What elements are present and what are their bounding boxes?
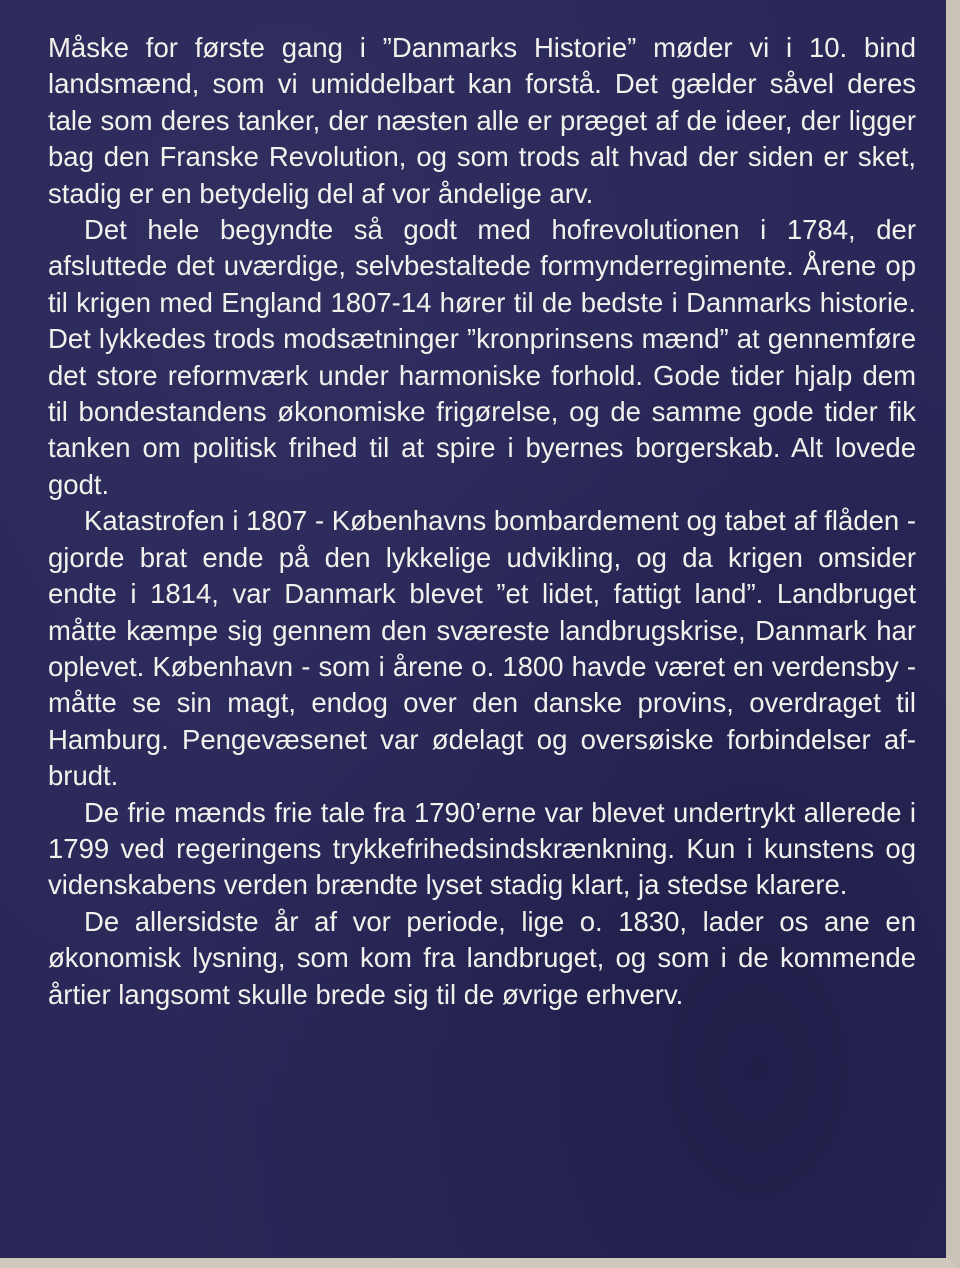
- blurb-paragraph-3: Katastrofen i 1807 - Københavns bombardement og tabet af flåden - gjorde brat ende på den lykkelige udvikling, og da krigen omsider endte i 1814, var Danmark blevet ”et lidet, fattigt land”. Landbruget måtte kæmpe sig gennem den sværeste landbrugskrise, Danmark har oplevet. København - som i årene o. 1800 havde været en verdensby - måtte se sin magt, endog over den danske provins, overdraget til Hamburg. Pengevæsenet var ødelagt og oversøiske forbindelser afbrudt.: [48, 505, 916, 792]
- blurb-paragraph-1: Måske for første gang i ”Danmarks Historie” møder vi i 10. bind landsmænd, som vi umiddelbart kan forstå. Det gælder såvel deres tale som deres tanker, der næsten alle er præget af de ideer, der ligger bag den Franske Revolution, og som trods alt hvad der siden er sket, stadig er en betydelig del af vor åndelige arv.: [48, 32, 916, 209]
- blurb-paragraph-2: Det hele begyndte så godt med hofrevolutionen i 1784, der afsluttede det uværdige, selvbestaltede formynderregimente. Årene op til krigen med England 1807-14 hører til de bedste i Danmarks historie. Det lykkedes trods modsætninger ”kronprinsens mænd” at gennemføre det store reformværk under harmoniske forhold. Gode tider hjalp dem til bondestandens økonomiske frigørelse, og de samme gode tider fik tanken om politisk frihed til at spire i byernes borgerskab. Alt lovede godt.: [48, 214, 916, 500]
- blurb-paragraph-5: De allersidste år af vor periode, lige o. 1830, lader os ane en økonomisk lysning, som kom fra landbruget, og som i de kommende årtier langsomt skulle brede sig til de øvrige erhverv.: [48, 905, 916, 1010]
- blurb-text: [48, 30, 916, 1013]
- blurb-paragraph-4: De frie mænds frie tale fra 1790’erne var blevet undertrykt allerede i 1799 ved regeringens trykkefrihedsindskrænkning. Kun i kunstens og videnskabens verden brændte lyset stadig klart, ja stedse klarere.: [48, 796, 916, 901]
